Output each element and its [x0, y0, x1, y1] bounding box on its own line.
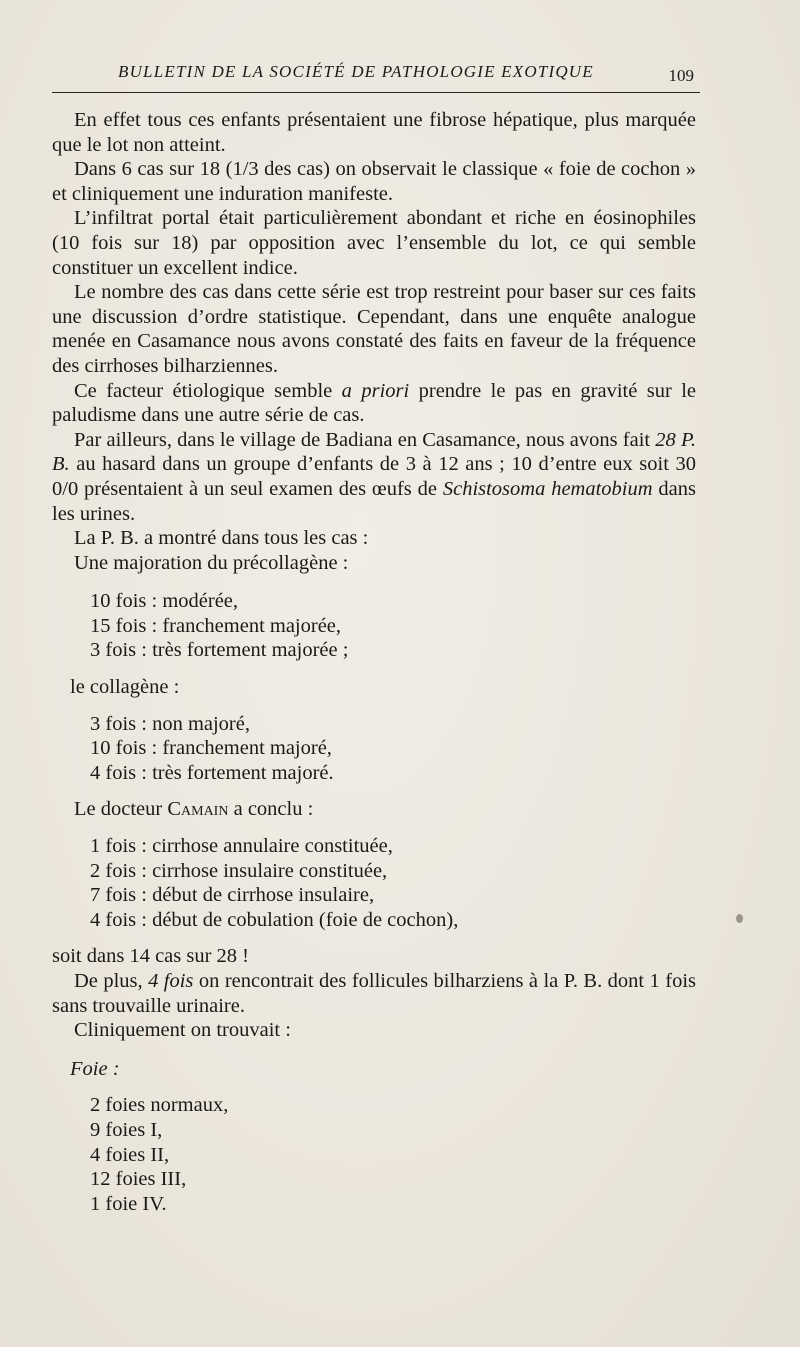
- text-run: on rencontrait des follicules bilharziens à la P. B. dont 1 fois sans trouvaille urinaire.: [52, 970, 696, 1017]
- text-run: Par ailleurs, dans le village de Badiana en Casamance, nous avons fait: [74, 428, 656, 451]
- species-name: Schistosoma hematobium: [442, 477, 653, 500]
- list-item: 1 fois : cirrhose annulaire constituée,: [90, 835, 393, 858]
- paragraph: [52, 379, 696, 428]
- paragraph: le collagène :: [70, 676, 180, 699]
- text-run: Ce facteur étiologique semble: [74, 379, 342, 402]
- paragraph: Une majoration du précollagène :: [74, 551, 349, 574]
- body-text: [52, 108, 696, 1228]
- list-item: 10 fois : franchement majoré,: [90, 737, 332, 760]
- text-run: prendre le pas en gravité sur le paludisme dans une autre série de cas.: [52, 379, 697, 427]
- list-item: 15 fois : franchement majorée,: [90, 614, 342, 637]
- text-run: a conclu :: [228, 798, 314, 821]
- foie-heading: Foie :: [70, 1057, 120, 1080]
- paragraph: Cliniquement on trouvait :: [74, 1019, 291, 1042]
- text-run: dans les urines.: [52, 477, 696, 525]
- author-name: Camain: [167, 798, 229, 821]
- list-item: 2 foies normaux,: [90, 1094, 229, 1117]
- paragraph: Dans 6 cas sur 18 (1/3 des cas) on observait le classique « foie de cochon » et cliniquement une induration manifeste.: [52, 158, 696, 205]
- list-item: 4 fois : très fortement majoré.: [90, 761, 334, 784]
- list-item: 3 fois : très fortement majorée ;: [90, 639, 349, 662]
- text-run: au hasard dans un groupe d’enfants de 3 à 12 ans ; 10 d’entre eux soit 30 0/0 présentaient à un seul examen des œufs de: [52, 453, 696, 500]
- text-run: De plus,: [74, 970, 149, 992]
- page-number: 109: [668, 66, 694, 85]
- paragraph: [52, 797, 696, 822]
- collagene-list: [52, 712, 696, 786]
- running-header: [52, 60, 700, 93]
- precollagene-list: [52, 589, 696, 663]
- paragraph: Le nombre des cas dans cette série est trop restreint pour baser sur ces faits une discussion d’ordre statistique. Cependant, dans une enquête analogue menée en Casamance nous avons constaté des faits en faveur de la fréquence des cirrhoses bilharziennes.: [52, 281, 696, 377]
- list-item: 2 fois : cirrhose insulaire constituée,: [90, 859, 388, 882]
- italic-text: 28 P. B.: [52, 428, 696, 476]
- list-item: 1 foie IV.: [90, 1192, 167, 1215]
- list-item: 10 fois : modérée,: [90, 590, 239, 613]
- journal-title: BULLETIN DE LA SOCIÉTÉ DE PATHOLOGIE EXOTIQUE: [118, 62, 594, 81]
- list-item: 9 foies I,: [90, 1118, 163, 1141]
- paragraph: soit dans 14 cas sur 28 !: [52, 945, 250, 968]
- paragraph: La P. B. a montré dans tous les cas :: [74, 527, 369, 550]
- paragraph: En effet tous ces enfants présentaient une fibrose hépatique, plus marquée que le lot non atteint.: [52, 109, 696, 156]
- list-item: 4 foies II,: [90, 1143, 170, 1166]
- list-item: 12 foies III,: [90, 1168, 187, 1191]
- conclusion-list: [52, 834, 696, 932]
- list-item: 4 fois : début de cobulation (foie de cochon),: [90, 908, 459, 931]
- list-item: 3 fois : non majoré,: [90, 712, 250, 735]
- text-run: Le docteur: [74, 798, 168, 821]
- paragraph: [52, 428, 696, 526]
- italic-text: a priori: [341, 379, 410, 402]
- foie-list: [52, 1093, 696, 1216]
- paper-speck: [736, 914, 743, 923]
- list-item: 7 fois : début de cirrhose insulaire,: [90, 884, 375, 907]
- paragraph: L’infiltrat portal était particulièrement abondant et riche en éosinophiles (10 fois sur 18) par opposition avec l’ensemble du lot, ce qui semble constituer un excellent indice.: [52, 207, 696, 279]
- paragraph: [52, 969, 696, 1018]
- italic-text: 4 fois: [148, 970, 194, 992]
